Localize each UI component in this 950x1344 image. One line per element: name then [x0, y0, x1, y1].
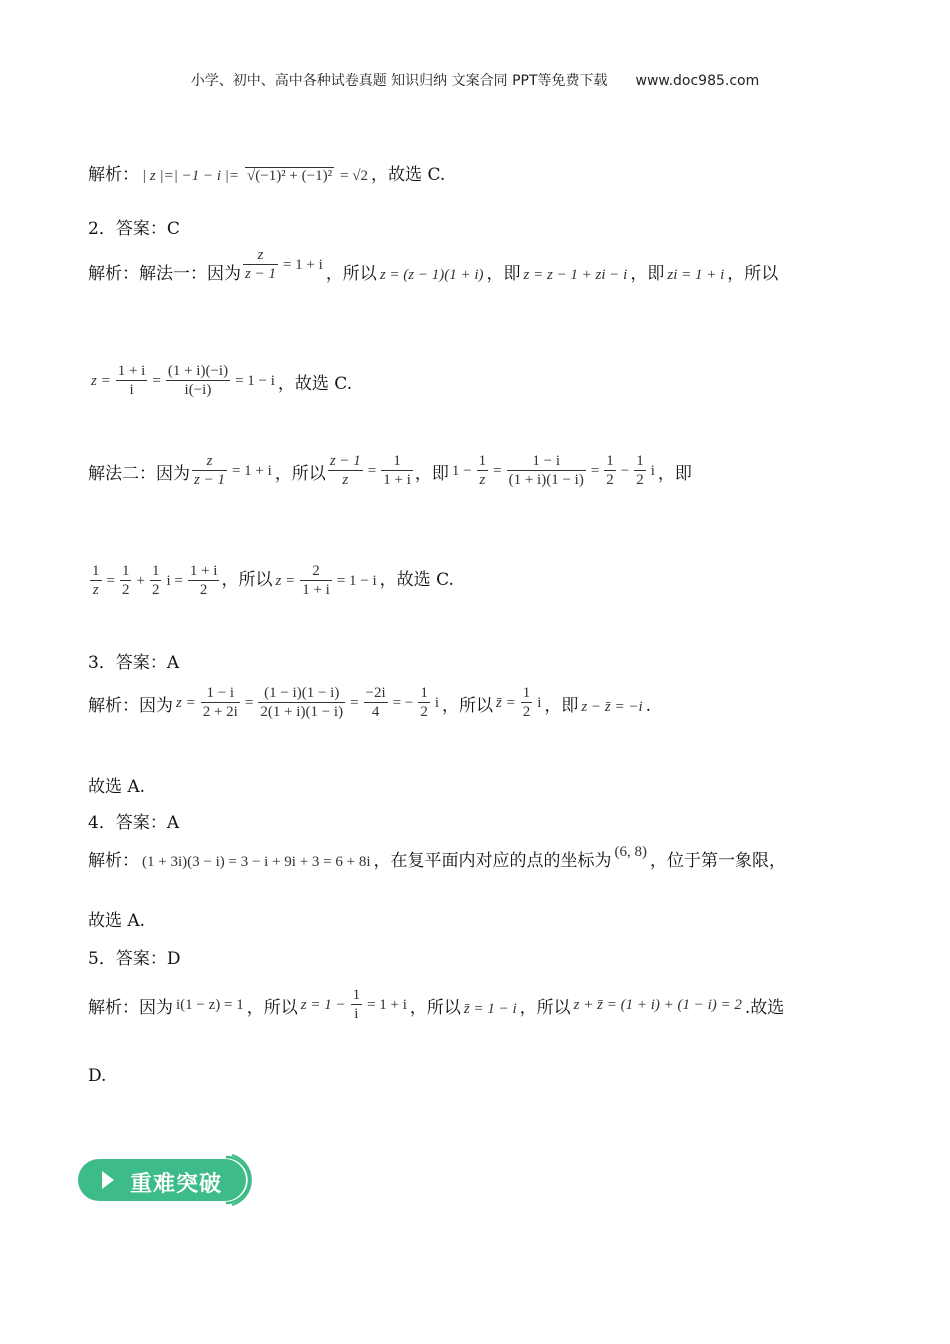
numerator: 1 — [121, 563, 130, 579]
math: zi = 1 + i — [667, 267, 725, 283]
text: ，即 — [414, 464, 449, 484]
fraction — [90, 562, 102, 599]
math: = 1 + i — [282, 257, 323, 273]
math: = 1 − i — [336, 573, 377, 589]
fraction — [201, 684, 240, 721]
math: z + z̄ = (1 + i) + (1 − i) = 2 — [573, 997, 742, 1013]
math: = 1 + i — [367, 997, 407, 1013]
fraction — [192, 452, 227, 489]
q3-analysis: 解析：因为 z = $\frac{1 - i}{2 + 2i}$ = $\frac{(1 - i)(1 - i)}{2(1 + i)(1 - i)}$ = $\frac{-2i}{4}$ = − $\frac{1}{2}$ i ，所以 z̄ = $\frac{1}{2}$ i ，即 z − z̄ = −i . — [88, 685, 652, 720]
numerator: 1 — [381, 452, 413, 471]
denominator: z − 1 — [245, 266, 276, 282]
text: ，即 — [657, 464, 692, 484]
denominator: 2 — [636, 472, 644, 488]
fraction — [477, 452, 489, 489]
math: z − z̄ = −i — [581, 699, 643, 715]
q3-conclusion: 故选 A. — [88, 777, 146, 797]
fraction — [120, 562, 132, 599]
numerator: 1 − i — [507, 452, 586, 471]
numerator: z — [192, 452, 227, 471]
numerator: 1 — [636, 453, 644, 469]
denominator: 2 — [420, 704, 428, 720]
text: 解析：解法一：因为 — [88, 264, 241, 284]
denominator: 2 — [522, 704, 531, 720]
text: ，所以 — [246, 998, 298, 1018]
text: ，即 — [630, 264, 665, 284]
math: i — [434, 695, 440, 711]
numerator: (1 + i)(−i) — [167, 363, 229, 379]
sqrt-expression: √(−1)² + (−1)² — [247, 168, 333, 184]
denominator: i — [129, 382, 134, 398]
text: ，所以 — [325, 264, 377, 284]
fraction — [150, 562, 162, 599]
q4-answer: 4．答案：A — [88, 813, 180, 833]
fraction — [188, 562, 220, 599]
fraction — [166, 362, 230, 399]
denominator: (1 + i)(1 − i) — [508, 472, 584, 488]
math: z = — [176, 695, 196, 711]
numerator: 1 — [606, 453, 614, 469]
denominator: z — [92, 582, 99, 598]
math: z = — [91, 373, 111, 389]
text: ，所以 — [409, 998, 461, 1018]
text: ，即 — [544, 696, 579, 716]
denominator: z − 1 — [194, 472, 225, 488]
numerator: 1 − i — [201, 684, 240, 703]
denominator: 1 + i — [302, 582, 330, 598]
math: | z |=| −1 − i |= — [142, 168, 239, 184]
denominator: 2 + 2i — [202, 704, 238, 720]
math: 1 − — [451, 463, 472, 479]
radicand: (−1)² + (−1)² — [255, 168, 333, 184]
q1-analysis — [88, 160, 445, 185]
analysis-label: 解析： — [88, 851, 139, 871]
numerator: 1 — [151, 563, 160, 579]
fraction — [521, 684, 533, 721]
text: ，所以 — [221, 570, 273, 590]
fraction — [243, 246, 278, 283]
math: + — [136, 573, 145, 589]
math: z = z − 1 + zi − i — [523, 267, 628, 283]
q3-answer: 3．答案：A — [88, 653, 180, 673]
math: = 1 + i — [231, 463, 272, 479]
text: 解析：因为 — [88, 696, 173, 716]
denominator: 1 + i — [383, 472, 411, 488]
fraction — [364, 684, 388, 721]
fraction — [634, 452, 646, 489]
fraction — [418, 684, 430, 721]
numerator: 1 — [420, 685, 428, 701]
text: 解析：因为 — [88, 998, 173, 1018]
numerator: 1 — [522, 685, 531, 701]
denominator: i — [354, 1006, 359, 1022]
fraction — [300, 562, 332, 599]
denominator: 2 — [199, 582, 208, 598]
text: 解法二：因为 — [88, 464, 190, 484]
denominator: z — [342, 472, 349, 488]
fraction — [381, 452, 413, 489]
fraction — [351, 986, 363, 1023]
numerator: z − 1 — [329, 453, 361, 469]
fraction — [116, 362, 148, 399]
math: (6, 8) — [614, 844, 647, 860]
numerator: 1 — [352, 987, 361, 1003]
numerator: 2 — [300, 562, 332, 581]
analysis-label: 解析： — [88, 165, 139, 185]
fraction — [604, 452, 616, 489]
text: ，故选 C. — [379, 570, 454, 590]
text: ，位于第一象限， — [650, 851, 786, 871]
q5-analysis — [88, 986, 784, 1023]
header-title: 小学、初中、高中各种试卷真题 知识归纳 文案合同 PPT等免费下载 — [190, 73, 608, 89]
math: z = — [275, 573, 296, 589]
text: ，故选 C. — [277, 374, 353, 394]
text: ，所以 — [519, 998, 571, 1018]
math: z̄ = — [496, 695, 516, 711]
numerator: (1 − i)(1 − i) — [258, 684, 345, 703]
denominator: 2 — [606, 472, 614, 488]
q2-analysis-result1: z = $\frac{1 + i}{i}$ = $\frac{(1 + i)(-i)}{i(-i)}$ = 1 − i ，故选 C. — [91, 363, 353, 398]
text: ，所以 — [727, 264, 779, 284]
denominator: 2 — [121, 582, 130, 598]
numerator: 1 + i — [189, 563, 218, 579]
math: i — [537, 695, 542, 711]
text: . — [645, 696, 652, 716]
numerator: −2i — [365, 685, 386, 701]
q5-answer: 5．答案：D — [88, 949, 181, 969]
denominator: z — [479, 472, 486, 488]
math: (1 + 3i)(3 − i) = 3 − i + 9i + 3 = 6 + 8i — [142, 854, 371, 870]
math: i — [650, 463, 655, 479]
q2-analysis-result2: $\frac{1}{z}$ = $\frac{1}{2}$ + $\frac{1}{2}$ i = $\frac{1 + i}{2}$ ，所以 z = $\frac{2}{1 + i}$ = 1 − i ，故选 C. — [92, 563, 454, 598]
numerator: 1 — [92, 563, 100, 579]
math: z̄ = 1 − i — [463, 1001, 517, 1017]
header-site[interactable]: www.doc985.com — [635, 73, 760, 89]
numerator: z — [243, 246, 278, 265]
denominator: 2(1 + i)(1 − i) — [260, 704, 344, 720]
text: .故选 — [744, 998, 785, 1018]
numerator: 1 — [478, 453, 487, 469]
math: − — [620, 463, 630, 479]
math: z = (z − 1)(1 + i) — [379, 267, 484, 283]
math: i(1 − z) = 1 — [176, 997, 244, 1013]
section-badge — [76, 1152, 260, 1208]
math: = √2 — [340, 168, 369, 184]
text: ，在复平面内对应的点的坐标为 — [373, 851, 612, 871]
fraction — [507, 452, 586, 489]
q4-conclusion: 故选 A. — [88, 911, 146, 931]
fraction — [258, 684, 345, 721]
section-title: 重难突破 — [130, 1172, 223, 1197]
denominator: 4 — [371, 704, 380, 720]
q5-conclusion: D. — [88, 1066, 107, 1086]
math: z = 1 − — [300, 997, 346, 1013]
math: = − — [392, 695, 414, 711]
q2-analysis-method1 — [88, 247, 779, 293]
text: ，所以 — [274, 464, 326, 484]
denominator: 2 — [151, 582, 160, 598]
text: ，即 — [486, 264, 521, 284]
q4-analysis — [88, 846, 786, 871]
q2-answer: 2．答案：C — [88, 219, 180, 239]
math: i = — [166, 573, 183, 589]
page-header — [0, 70, 950, 90]
q2-analysis-method2: 解法二：因为 $\frac{z}{z - 1}$ = 1 + i ，所以 $\frac{z - 1}{z}$ = $\frac{1}{1 + i}$ ，即 1 − $\frac{1}{z}$ = $\frac{1 - i}{(1 + i)(1 - i)}$ = $\frac{1}{2}$ − $\frac{1}{2}$ i ，即 — [88, 453, 692, 488]
denominator: i(−i) — [184, 382, 212, 398]
fraction — [328, 452, 363, 489]
text: ，故选 C. — [371, 165, 446, 185]
numerator: 1 + i — [117, 363, 146, 379]
text: ，所以 — [442, 696, 494, 716]
math: = 1 − i — [235, 373, 275, 389]
